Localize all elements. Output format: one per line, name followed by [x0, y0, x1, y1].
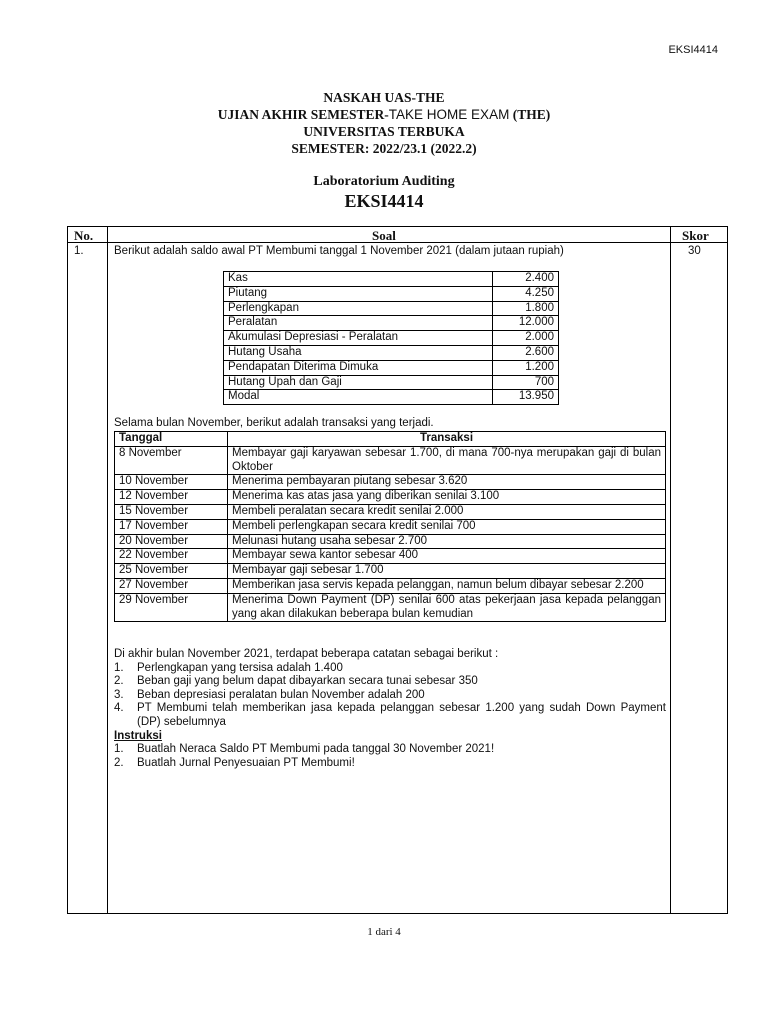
transaction-row	[115, 504, 666, 519]
header-line-1: NASKAH UAS-THE	[323, 90, 445, 105]
transaction-date: 29 November	[115, 593, 228, 622]
transaction-desc: Memberikan jasa servis kepada pelanggan, namun belum dibayar sebesar 2.200	[228, 578, 666, 593]
transaction-desc: Melunasi hutang usaha sebesar 2.700	[228, 534, 666, 549]
transaction-date: 10 November	[115, 475, 228, 490]
column-divider	[107, 227, 108, 913]
notes-list	[114, 662, 666, 730]
transaction-row	[115, 593, 666, 622]
instruction-item-text: Buatlah Neraca Saldo PT Membumi pada tanggal 30 November 2021!	[137, 743, 495, 756]
instruksi-title: Instruksi	[114, 729, 162, 742]
transaction-row	[115, 475, 666, 490]
balance-account: Hutang Usaha	[224, 345, 493, 360]
trx-header-transaksi: Transaksi	[228, 432, 666, 447]
balance-value: 2.000	[492, 331, 558, 346]
transaction-date: 12 November	[115, 490, 228, 505]
column-divider	[670, 227, 671, 913]
notes-intro: Di akhir bulan November 2021, terdapat beberapa catatan sebagai berikut :	[114, 648, 499, 660]
balance-row	[224, 345, 559, 360]
transaction-desc: Membayar gaji sebesar 1.700	[228, 564, 666, 579]
instruction-item-text: Buatlah Jurnal Penyesuaian PT Membumi!	[137, 756, 355, 769]
transaction-date: 15 November	[115, 504, 228, 519]
note-item-text: Beban gaji yang belum dapat dibayarkan secara tunai sebesar 350	[137, 675, 478, 688]
trx-header-tanggal: Tanggal	[115, 432, 228, 447]
opening-balance-table	[223, 271, 559, 405]
instruction-item-number: 1.	[114, 743, 124, 756]
balance-value: 700	[492, 375, 558, 390]
balance-value: 2.600	[492, 345, 558, 360]
transaction-row	[115, 578, 666, 593]
transaction-row	[115, 519, 666, 534]
course-code: EKSI4414	[344, 191, 424, 211]
transactions-table	[114, 431, 666, 622]
balance-value: 4.250	[492, 286, 558, 301]
col-header-no: No.	[74, 228, 94, 243]
page-number: 1 dari 4	[367, 926, 401, 938]
note-item-number: 2.	[114, 675, 124, 688]
balance-row	[224, 331, 559, 346]
balance-row	[224, 360, 559, 375]
transaction-row	[115, 446, 666, 475]
document-code: EKSI4414	[668, 44, 718, 56]
transaction-date: 20 November	[115, 534, 228, 549]
question-score: 30	[688, 245, 701, 257]
note-item-number: 3.	[114, 688, 124, 701]
balance-account: Hutang Upah dan Gaji	[224, 375, 493, 390]
header-line-4: SEMESTER: 2022/23.1 (2022.2)	[291, 141, 477, 156]
header-line-3: UNIVERSITAS TERBUKA	[303, 124, 465, 139]
col-header-skor: Skor	[682, 228, 709, 243]
note-item-text: Perlengkapan yang tersisa adalah 1.400	[137, 661, 343, 674]
transaction-desc: Menerima pembayaran piutang sebesar 3.620	[228, 475, 666, 490]
question-intro: Berikut adalah saldo awal PT Membumi tanggal 1 November 2021 (dalam jutaan rupiah)	[114, 245, 564, 257]
transaction-desc: Membeli perlengkapan secara kredit senilai 700	[228, 519, 666, 534]
col-header-soal: Soal	[372, 228, 396, 243]
instruction-item	[114, 757, 666, 771]
transaction-date: 17 November	[115, 519, 228, 534]
transaction-date: 25 November	[115, 564, 228, 579]
balance-value: 13.950	[492, 390, 558, 405]
instruksi-list	[114, 743, 666, 770]
note-item-text: Beban depresiasi peralatan bulan November adalah 200	[137, 688, 425, 701]
balance-account: Modal	[224, 390, 493, 405]
transaction-date: 22 November	[115, 549, 228, 564]
exam-header	[0, 89, 768, 157]
balance-account: Perlengkapan	[224, 301, 493, 316]
transaction-row	[115, 549, 666, 564]
transaction-desc: Membeli peralatan secara kredit senilai 2.000	[228, 504, 666, 519]
question-table	[67, 226, 728, 914]
question-number: 1.	[74, 245, 84, 257]
note-item	[114, 702, 666, 729]
balance-account: Peralatan	[224, 316, 493, 331]
balance-value: 12.000	[492, 316, 558, 331]
balance-row	[224, 286, 559, 301]
header-divider	[68, 242, 727, 243]
transaction-date: 8 November	[115, 446, 228, 475]
balance-account: Kas	[224, 272, 493, 287]
transaction-desc: Membayar sewa kantor sebesar 400	[228, 549, 666, 564]
balance-account: Piutang	[224, 286, 493, 301]
transaction-desc: Membayar gaji karyawan sebesar 1.700, di mana 700-nya merupakan gaji di bulan Oktober	[228, 446, 666, 475]
transaction-desc: Menerima kas atas jasa yang diberikan senilai 3.100	[228, 490, 666, 505]
notes-section	[114, 648, 666, 770]
balance-value: 1.800	[492, 301, 558, 316]
balance-account: Pendapatan Diterima Dimuka	[224, 360, 493, 375]
balance-value: 2.400	[492, 272, 558, 287]
transactions-intro: Selama bulan November, berikut adalah transaksi yang terjadi.	[114, 417, 434, 429]
header-line-2: UJIAN AKHIR SEMESTER-TAKE HOME EXAM (THE)	[217, 107, 551, 122]
note-item-number: 1.	[114, 661, 124, 674]
balance-row	[224, 301, 559, 316]
balance-row	[224, 375, 559, 390]
transaction-row	[115, 534, 666, 549]
note-item-text: PT Membumi telah memberikan jasa kepada pelanggan sebesar 1.200 yang sudah Down Payment (DP) sebelumnya	[137, 702, 666, 728]
transaction-row	[115, 564, 666, 579]
note-item-number: 4.	[114, 702, 124, 715]
transaction-date: 27 November	[115, 578, 228, 593]
transaction-row	[115, 490, 666, 505]
balance-row	[224, 316, 559, 331]
course-name: Laboratorium Auditing	[313, 174, 455, 189]
course-title	[0, 173, 768, 212]
note-item	[114, 675, 666, 689]
transaction-desc: Menerima Down Payment (DP) senilai 600 atas pekerjaan jasa kepada pelanggan yang akan dilakukan beberapa bulan kemudian	[228, 593, 666, 622]
note-item	[114, 662, 666, 676]
balance-row	[224, 390, 559, 405]
instruction-item-number: 2.	[114, 756, 124, 769]
instruction-item	[114, 743, 666, 757]
balance-value: 1.200	[492, 360, 558, 375]
note-item	[114, 689, 666, 703]
balance-account: Akumulasi Depresiasi - Peralatan	[224, 331, 493, 346]
balance-row	[224, 272, 559, 287]
